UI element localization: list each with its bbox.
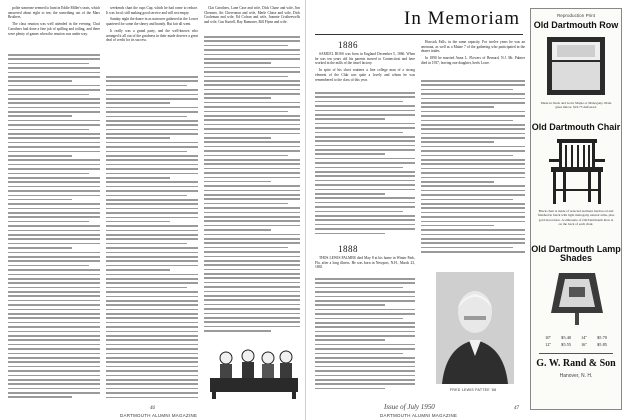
price-row-2 (545, 342, 607, 347)
price-size-2a: 12" (545, 342, 552, 347)
ad-brand-name: G. W. Rand & Son (536, 358, 616, 369)
year-heading-1888: 1888 (338, 244, 358, 254)
year-heading-1886: 1886 (338, 40, 358, 50)
price-value-1b: $5.70 (597, 335, 607, 340)
right-col2-para-1: Hoosick Falls, in the same capacity. For twelve years he was an aeronaut, as well as a Maine 7 of the gathering who participated in the dearer trades. (421, 40, 525, 54)
left-col2-body-text (106, 76, 198, 400)
right-col2-body-text (421, 80, 525, 256)
ad2-title: Old Dartmouth Chair (531, 122, 621, 132)
left-col2-para-3: It really was a grand party, and the well-known who arranged it all out of the goodness in their made deserve a great deal of credit for its success. (106, 28, 198, 43)
left-column-1 (8, 6, 100, 400)
left-col3-para-1: Clat Carothers, Lane Case and wife, Dick Chase and wife, Jim Chesmer, Art Chevronon and wife, Merle Chase and wife, Dick Cooleman and wife, Ed Cofran and wife, Jeannie Crotheewells and wife, Gus Kurtell, Ray Ramoner, Bill Flynn and wife. (204, 6, 300, 25)
right-page-footer: DARTMOUTH ALUMNI MAGAZINE (380, 413, 458, 418)
lamp-shade-illustration (549, 269, 605, 329)
price-size-1b: 14" (580, 335, 588, 340)
right-col1-para-2: In spite of his short routines a fine college man of a strong element of the Club was quite a lovely and whom he was remembered to the class of this year. (315, 68, 415, 82)
ad1-title: Old Dartmouth Row (533, 20, 619, 30)
advertisement-sidebar (530, 8, 622, 410)
right-col1-para-1: SAMUEL ROSS was born in England December 5, 1866. When he was ten years old his parents moved to Connecticut and here worked in the mills of the tinsel factory. (315, 52, 415, 66)
price-size-2b: 16" (580, 342, 588, 347)
ad-top-label: Reproduction Print (556, 13, 596, 18)
right-col1-bottom-para-1: THOS LEWIS PALMER died May 8 at his home in Winter Park, Fla. after a long illness. He was born in Newport, N.H., March 23, 1865. (315, 256, 415, 270)
ad-brand-rule (539, 353, 613, 354)
right-column-1-top (315, 52, 415, 240)
price-row-1 (545, 335, 607, 340)
ad1-text: Made in black and Gold, Maple or Mahogany. Plain glass mirror. $19.75 delivered. (540, 101, 612, 110)
chair-illustration (547, 137, 607, 205)
left-col1-para-1: polite someone seemed to hunt in Eddie Miller's seats, which answered about eight to ten; the something out of the Mars Brothers. (8, 6, 100, 20)
right-column-2 (421, 40, 525, 266)
price-value-2b: $5.85 (597, 342, 607, 347)
price-size-1a: 10" (545, 335, 552, 340)
left-column-2 (106, 6, 198, 400)
right-col2-para-2: In 1890 he married Anna L. Flowers of Bernard, N.J. Mr. Palmer died in 1937, leaving one daughter, heels Lowe. (421, 56, 525, 65)
left-col2-para-2: Sunday night the dance in as narrower gathered in the Lower quartered for some the sherry and brandy. But fair all went. (106, 17, 198, 27)
right-page-number: 47 (514, 406, 519, 411)
right-col1-body-text (315, 92, 415, 237)
issue-label: Issue of July 1950 (384, 403, 435, 411)
ad2-text: Black chair is made of selected northern hardwood and finished in black with light mahogany natural arms, plus gold decoration. A silhouette of Old Dartmouth Row is on the back of each chair. (537, 209, 615, 227)
left-col1-para-2: The class reunion was well attended in the evening. Chuf Carothers had done a fine job of spilling and toiling, and there were plenty of games when the reunion was under way. (8, 22, 100, 36)
left-column-3 (204, 6, 300, 336)
left-col1-body-text (8, 54, 100, 400)
ad3-title: Old Dartmouth Lamp Shades (531, 244, 621, 263)
left-col2-para-1: weekends chart the cups Cup, which he had come to reduce. It was local; still making good service and will not empty. (106, 6, 198, 15)
page-title: In Memoriam (404, 8, 521, 29)
right-col1-bottom-body-text (315, 278, 415, 392)
price-value-1a: $5.40 (561, 335, 572, 340)
portrait-photo (436, 272, 514, 384)
price-value-2a: $5.55 (561, 342, 572, 347)
left-page (0, 0, 306, 420)
right-column-1-bottom (315, 256, 415, 400)
title-rule (315, 34, 523, 35)
cartoon-illustration (206, 340, 302, 400)
ad-brand-place: Hanover, N. H. (559, 373, 593, 379)
left-col3-body-text (204, 36, 300, 335)
photo-caption: FRED LEWIS PATTEE '88 (450, 388, 497, 392)
mirror-illustration (545, 35, 607, 97)
left-page-number: 46 (150, 406, 155, 411)
left-page-footer: DARTMOUTH ALUMNI MAGAZINE (120, 413, 198, 418)
